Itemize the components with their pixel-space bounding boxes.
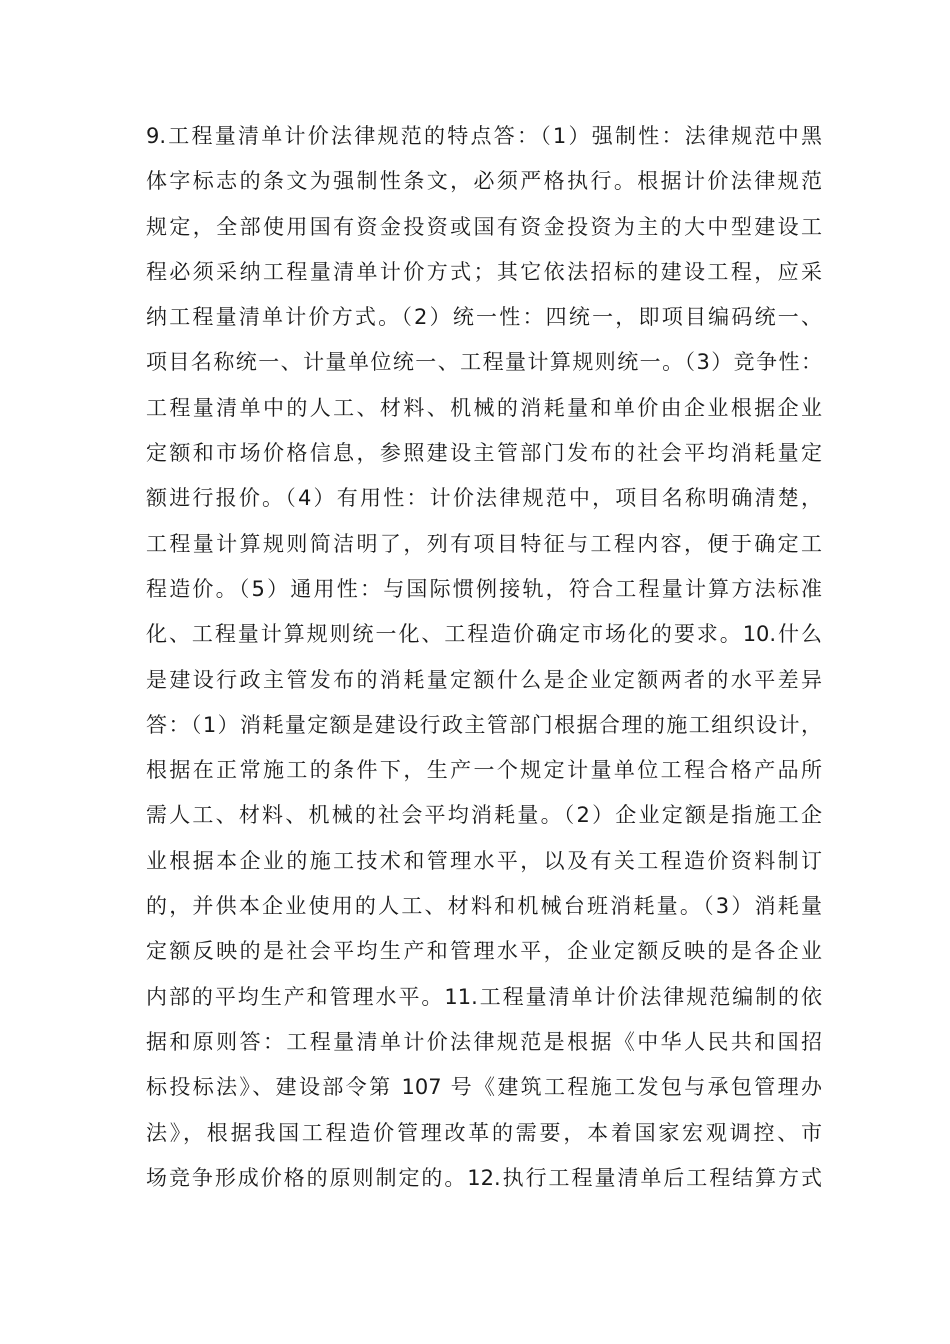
text-line: 程造价。（5）通用性：与国际惯例接轨，符合工程量计算方法标准 [146,576,822,601]
document-body-text [146,114,822,1201]
text-line: 额进行报价。（4）有用性：计价法律规范中，项目名称明确清楚， [146,486,822,511]
text-line: 根据在正常施工的条件下，生产一个规定计量单位工程合格产品所 [146,758,822,783]
text-line: 是建设行政主管发布的消耗量定额什么是企业定额两者的水平差异 [146,667,822,692]
text-line: 业根据本企业的施工技术和管理水平，以及有关工程造价资料制订 [146,848,822,873]
text-line: 纳工程量清单计价方式。（2）统一性：四统一，即项目编码统一、 [146,305,822,330]
text-line: 标投标法》、建设部令第 107 号《建筑工程施工发包与承包管理办 [146,1075,822,1100]
text-line: 规定，全部使用国有资金投资或国有资金投资为主的大中型建设工 [146,214,822,239]
text-line: 程必须采纳工程量清单计价方式；其它依法招标的建设工程，应采 [146,259,822,284]
text-line: 定额和市场价格信息，参照建设主管部门发布的社会平均消耗量定 [146,441,822,466]
text-line: 据和原则答：工程量清单计价法律规范是根据《中华人民共和国招 [146,1029,822,1054]
text-line: 体字标志的条文为强制性条文，必须严格执行。根据计价法律规范 [146,169,822,194]
text-line: 化、工程量计算规则统一化、工程造价确定市场化的要求。10.什么 [146,622,822,647]
text-line: 答：（1）消耗量定额是建设行政主管部门根据合理的施工组织设计， [146,712,822,737]
text-line: 场竞争形成价格的原则制定的。12.执行工程量清单后工程结算方式 [146,1165,822,1190]
text-line: 工程量清单中的人工、材料、机械的消耗量和单价由企业根据企业 [146,395,822,420]
text-line: 项目名称统一、计量单位统一、工程量计算规则统一。（3）竞争性： [146,350,822,375]
text-line: 定额反映的是社会平均生产和管理水平，企业定额反映的是各企业 [146,939,822,964]
text-line: 工程量计算规则简洁明了，列有项目特征与工程内容，便于确定工 [146,531,822,556]
text-line: 的，并供本企业使用的人工、材料和机械台班消耗量。（3）消耗量 [146,894,822,919]
text-line: 内部的平均生产和管理水平。11.工程量清单计价法律规范编制的依 [146,984,822,1009]
text-line: 需人工、材料、机械的社会平均消耗量。（2）企业定额是指施工企 [146,803,822,828]
text-line: 9.工程量清单计价法律规范的特点答：（1）强制性：法律规范中黑 [146,124,822,148]
text-line: 法》，根据我国工程造价管理改革的需要，本着国家宏观调控、市 [146,1120,822,1145]
